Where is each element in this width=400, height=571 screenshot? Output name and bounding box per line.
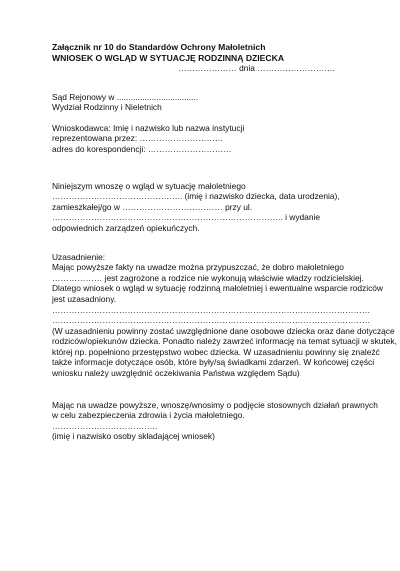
- justification-line-3: Dlatego wniosek o wgląd w sytuację rodzinną małoletniej i ewentualne wsparcie rodziców: [52, 283, 383, 294]
- court-division: Wydział Rodzinny i Nieletnich: [52, 102, 162, 113]
- request-line-1: Niniejszym wnoszę o wgląd w sytuację małoletniego: [52, 180, 246, 191]
- request-line-4: ……………………………………………………………………….. i wydanie: [52, 212, 321, 223]
- court-line: Sąd Rejonowy w ...................................: [52, 91, 199, 102]
- justification-note-5: wniosku należy uwzględnić oczekiwania Państwa względem Sądu): [52, 368, 300, 379]
- signature-dots: ………………………………..: [52, 420, 158, 431]
- attachment-title: Załącznik nr 10 do Standardów Ochrony Małoletnich: [52, 42, 266, 52]
- closing-line-2: w celu zabezpieczenia zdrowia i życia małoletniego.: [52, 410, 245, 421]
- justification-dots-2: ……………………………………………………………………………………………………: [52, 315, 371, 326]
- signature-label: (imię i nazwisko osoby składającej wniosek): [52, 431, 215, 442]
- applicant-address: adres do korespondencji: …………………………: [52, 143, 232, 154]
- justification-note-4: także informacje dotyczące osób, które były/są świadkami zdarzeń. W końcowej części: [52, 357, 375, 368]
- request-line-2: ……………………………………….. (imię i nazwisko dziecka, data urodzenia),: [52, 191, 340, 202]
- justification-dots-1: ……………………………………………………………………………………………………: [52, 304, 371, 315]
- request-line-5: odpowiednich zarządzeń opiekuńczych.: [52, 222, 200, 233]
- closing-line-1: Mając na uwadze powyższe, wnoszę/wnosimy o podjęcie stosownych działań prawnych: [52, 399, 378, 410]
- applicant-name: Wnioskodawca: Imię i nazwisko lub nazwa instytucji: [52, 122, 245, 133]
- justification-note-2: rodziców/opiekunów dziecka. Ponadto należy zawrzeć informację na temat sytuacji w skutek,: [52, 336, 397, 347]
- date-line: ………………… dnia ……………………….: [178, 63, 335, 73]
- applicant-representative: reprezentowana przez: …………………………: [52, 133, 224, 144]
- justification-line-2: ……………… jest zagrożone a rodzice nie wykonują właściwie władzy rodzicielskiej.: [52, 272, 364, 283]
- request-line-3: zamieszkałej/go w ……………………………… przy ul.: [52, 201, 253, 212]
- justification-heading: Uzasadnienie:: [52, 251, 106, 262]
- justification-line-4: jest uzasadniony.: [52, 293, 117, 304]
- justification-note-1: (W uzasadnieniu powinny zostać uwzględnione dane osobowe dziecka oraz dane dotyczące: [52, 325, 395, 336]
- justification-line-1: Mając powyższe fakty na uwadze można przypuszczać, że dobro małoletniego: [52, 262, 344, 273]
- request-title: WNIOSEK O WGLĄD W SYTUACJĘ RODZINNĄ DZIECKA: [52, 52, 285, 63]
- justification-note-3: której np. popełniono przestępstwo wobec dziecka. W uzasadnieniu powinny się znaleźć: [52, 346, 380, 357]
